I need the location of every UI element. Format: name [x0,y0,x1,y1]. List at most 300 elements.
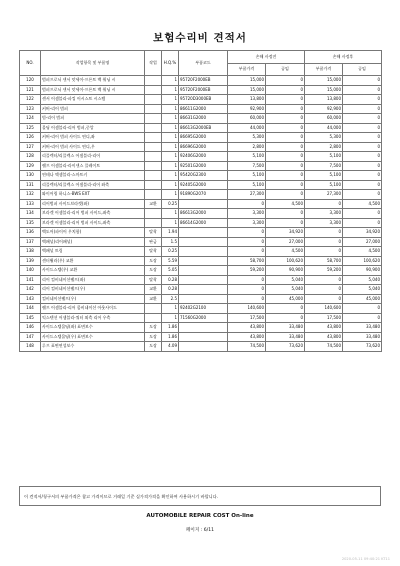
row-work: 판금 [145,237,162,247]
row-before-labor: 0 [266,209,305,219]
row-item: 센터휠러(우) 교환 [41,256,145,266]
row-work [145,85,162,95]
row-hq: 1.5 [162,237,179,247]
print-timestamp: 2020-05-11 09:40:21 KT11 [341,557,390,561]
row-partcode [179,294,228,304]
row-after-labor: 0 [343,114,382,124]
row-hq: 1 [162,190,179,200]
row-after-labor: 0 [343,218,382,228]
row-after-partprice: 43,800 [305,332,343,342]
row-item: 범퍼프로닉 센서 앗세이-프론트 백 워닝 시 [41,85,145,95]
row-after-partprice: 59,200 [305,266,343,276]
row-before-labor: 73,620 [266,342,305,352]
row-after-partprice: 0 [305,294,343,304]
row-no: 135 [20,218,41,228]
table-row [20,323,382,333]
row-after-labor: 33,480 [343,332,382,342]
header-before-partprice: 부품가격 [228,63,266,76]
row-before-partprice: 5,100 [228,180,266,190]
row-no: 147 [20,332,41,342]
row-hq: 1 [162,171,179,181]
row-work [145,304,162,314]
row-after-labor: 5,040 [343,285,382,295]
row-after-labor: 5,040 [343,275,382,285]
row-hq: 1 [162,209,179,219]
row-no: 142 [20,285,41,295]
header-after: 손해 사정후 [305,51,382,64]
row-before-labor: 0 [266,123,305,133]
row-item: 리플렉터/리플렉스 어셈블리-리어 [41,152,145,162]
row-after-labor: 0 [343,104,382,114]
row-before-labor: 0 [266,161,305,171]
table-row [20,304,382,314]
row-item: 와이어링 하니스-BWS EXT [41,190,145,200]
header-hq: H.Q.% [162,51,179,76]
row-after-partprice: 140,600 [305,304,343,314]
row-item: 리어 컴비네이션램프(우) [41,285,145,295]
row-after-labor: 0 [343,123,382,133]
table-row [20,95,382,105]
row-hq: 1.86 [162,323,179,333]
row-partcode [179,285,228,295]
row-after-partprice: 15,000 [305,85,343,95]
row-item: 사이드스텝몰딩(좌) 표면보수 [41,323,145,333]
row-work: 도장 [145,323,162,333]
row-before-partprice: 43,800 [228,323,266,333]
row-item: 리플렉터/리플렉스 어셈블리-리어 좌측 [41,180,145,190]
table-row [20,85,382,95]
row-work [145,95,162,105]
row-work [145,152,162,162]
table-row [20,114,382,124]
row-before-partprice: 92,900 [228,104,266,114]
notice-text: 이 견적서/청구서의 부품가격은 참고 가격이므로 거래일 기준 실가격가격을 확인하여 사용하시기 바랍니다. [19,486,381,506]
row-item: 루프 표면연성보수 [41,342,145,352]
table-row [20,133,382,143]
row-partcode: 95420G2300 [179,171,228,181]
table-body [20,76,382,352]
table-row [20,161,382,171]
row-work: 도장 [145,342,162,352]
row-work [145,114,162,124]
row-after-labor: 34,920 [343,228,382,238]
table-row [20,332,382,342]
row-no: 130 [20,171,41,181]
row-partcode [179,266,228,276]
table-row [20,237,382,247]
row-hq: 1 [162,152,179,162]
row-item: 백도어(파이어 우치함) [41,228,145,238]
row-after-labor: 45,000 [343,294,382,304]
row-hq: 0.25 [162,247,179,257]
table-row [20,152,382,162]
row-before-labor: 0 [266,152,305,162]
row-work: 도장 [145,332,162,342]
row-after-partprice: 5,100 [305,180,343,190]
row-item: 램프 어셈블리-리어 콤비네이션 아웃사이드 [41,304,145,314]
row-hq: 0.28 [162,275,179,285]
row-no: 145 [20,313,41,323]
row-hq: 1 [162,114,179,124]
row-after-labor: 0 [343,190,382,200]
row-hq: 1 [162,142,179,152]
row-before-labor: 0 [266,180,305,190]
row-partcode [179,323,228,333]
row-item: 몰딩 어셈블리-리어 범퍼,중앙 [41,123,145,133]
row-work [145,171,162,181]
table-row [20,294,382,304]
row-no: 132 [20,190,41,200]
header-no: NO. [20,51,41,76]
row-item: 빔-리어 범퍼 [41,114,145,124]
row-item: 커버-리어 범퍼 [41,104,145,114]
row-hq: 1 [162,123,179,133]
row-after-partprice: 43,800 [305,323,343,333]
row-no: 124 [20,114,41,124]
row-item: 리어 컴비네이션램프(좌) [41,275,145,285]
row-after-labor: 0 [343,133,382,143]
row-no: 133 [20,199,41,209]
row-partcode: 92405G2000 [179,180,228,190]
row-before-partprice: 0 [228,228,266,238]
row-work: 교환 [145,285,162,295]
row-after-partprice: 2,800 [305,142,343,152]
row-partcode: 86614G2000 [179,218,228,228]
table-row [20,342,382,352]
row-before-partprice: 3,300 [228,218,266,228]
row-partcode: 86613G2000EB [179,123,228,133]
row-after-partprice: 60,000 [305,114,343,124]
row-before-labor: 100,620 [266,256,305,266]
row-work: 도장 [145,266,162,276]
table-row [20,275,382,285]
row-partcode: 71560G2000 [179,313,228,323]
row-hq: 5.59 [162,256,179,266]
row-after-partprice: 5,100 [305,152,343,162]
row-partcode [179,332,228,342]
row-after-labor: 100,620 [343,256,382,266]
row-before-labor: 0 [266,95,305,105]
row-after-partprice: 92,900 [305,104,343,114]
table-row [20,76,382,86]
row-no: 120 [20,76,41,86]
header-partcode: 부품코드 [179,51,228,76]
row-partcode: 86613G2000 [179,209,228,219]
row-before-partprice: 0 [228,294,266,304]
row-after-partprice: 3,300 [305,218,343,228]
row-after-partprice: 13,800 [305,95,343,105]
row-item: 백패널 트림 [41,247,145,257]
row-hq: 1 [162,95,179,105]
row-work [145,180,162,190]
header-after-labor: 공임 [343,63,382,76]
row-before-labor: 0 [266,142,305,152]
row-hq: 2.5 [162,294,179,304]
row-partcode: 95720F2000EB [179,76,228,86]
table-row [20,171,382,181]
row-before-labor: 5,040 [266,285,305,295]
row-before-partprice: 59,200 [228,266,266,276]
row-hq: 1 [162,304,179,314]
row-after-labor: 0 [343,304,382,314]
row-item: 연테나 액셈블리-스마트키 [41,171,145,181]
table-row [20,199,382,209]
row-after-partprice: 0 [305,285,343,295]
row-item: 커버-리어 범퍼 사이드 연디,우 [41,142,145,152]
header-before: 손해 사정전 [228,51,305,64]
row-no: 128 [20,152,41,162]
row-before-partprice: 0 [228,275,266,285]
row-before-labor: 0 [266,304,305,314]
row-partcode [179,228,228,238]
row-before-labor: 0 [266,190,305,200]
row-after-labor: 90,900 [343,266,382,276]
row-before-partprice: 43,800 [228,332,266,342]
row-work [145,218,162,228]
row-hq: 1 [162,133,179,143]
row-after-labor: 0 [343,85,382,95]
row-after-labor: 0 [343,209,382,219]
row-after-labor: 27,000 [343,237,382,247]
row-no: 140 [20,266,41,276]
row-after-partprice: 58,700 [305,256,343,266]
row-before-partprice: 0 [228,199,266,209]
row-work [145,76,162,86]
row-after-labor: 73,620 [343,342,382,352]
row-no: 123 [20,104,41,114]
row-after-labor: 0 [343,152,382,162]
table-row [20,123,382,133]
row-before-partprice: 17,500 [228,313,266,323]
row-partcode: 95720D3000EB [179,95,228,105]
row-partcode [179,199,228,209]
row-before-partprice: 0 [228,247,266,257]
row-after-partprice: 44,000 [305,123,343,133]
row-partcode: 86696G2000 [179,142,228,152]
row-before-partprice: 5,100 [228,171,266,181]
row-no: 129 [20,161,41,171]
row-hq: 1 [162,161,179,171]
row-after-labor: 0 [343,171,382,181]
row-item: 램프 어셈블리-라이센스 플레이트 [41,161,145,171]
row-partcode [179,247,228,257]
row-no: 127 [20,142,41,152]
row-no: 125 [20,123,41,133]
row-work [145,313,162,323]
row-before-labor: 0 [266,218,305,228]
row-partcode: 91890G2070 [179,190,228,200]
row-hq: 1 [162,76,179,86]
row-partcode: 86611G2000 [179,104,228,114]
row-no: 141 [20,275,41,285]
row-before-partprice: 44,000 [228,123,266,133]
row-item: 센서 어셈블리-파킹 어시스트 시스템 [41,95,145,105]
row-hq: 1 [162,104,179,114]
table-row [20,266,382,276]
row-partcode: 92406G2000 [179,152,228,162]
row-before-labor: 45,000 [266,294,305,304]
row-after-labor: 4,500 [343,199,382,209]
row-before-labor: 4,500 [266,247,305,257]
row-before-labor: 5,040 [266,275,305,285]
row-item: 컴비네이션램프(우) [41,294,145,304]
row-item: 사이드스텝(우) 교환 [41,266,145,276]
row-before-partprice: 58,700 [228,256,266,266]
row-hq: 1 [162,180,179,190]
row-no: 126 [20,133,41,143]
row-after-partprice: 5,300 [305,133,343,143]
row-before-partprice: 15,000 [228,76,266,86]
row-before-labor: 27,000 [266,237,305,247]
row-before-partprice: 2,800 [228,142,266,152]
table-row [20,285,382,295]
row-before-partprice: 74,500 [228,342,266,352]
row-no: 143 [20,294,41,304]
row-after-labor: 0 [343,76,382,86]
header-item: 작업항목 및 부품명 [41,51,145,76]
row-partcode: 86631G2000 [179,114,228,124]
row-before-partprice: 0 [228,237,266,247]
row-work [145,142,162,152]
row-item: 사이드스텝몰딩(우) 표면보수 [41,332,145,342]
row-after-labor: 0 [343,180,382,190]
row-after-partprice: 0 [305,228,343,238]
row-no: 146 [20,323,41,333]
row-after-labor: 4,500 [343,247,382,257]
table-row [20,218,382,228]
row-before-labor: 0 [266,85,305,95]
row-work [145,190,162,200]
row-before-labor: 34,920 [266,228,305,238]
row-before-labor: 33,480 [266,332,305,342]
row-before-partprice: 7,500 [228,161,266,171]
row-after-partprice: 5,100 [305,171,343,181]
row-no: 134 [20,209,41,219]
row-item: 브라켓 어셈블리-리어 범퍼 사이드,좌측 [41,218,145,228]
row-before-partprice: 140,600 [228,304,266,314]
row-item: 백패널(리어패널) [41,237,145,247]
row-partcode [179,342,228,352]
table-row [20,209,382,219]
row-item: 범퍼프로닉 센서 앗세이-프론트 백 워닝 시 [41,76,145,86]
row-hq: 1 [162,218,179,228]
row-before-partprice: 0 [228,285,266,295]
row-before-partprice: 27,300 [228,190,266,200]
row-before-partprice: 5,300 [228,133,266,143]
row-after-partprice: 0 [305,275,343,285]
row-partcode: 86695G2000 [179,133,228,143]
page-number: 페이지 : 6/11 [185,528,215,533]
row-hq: 1 [162,313,179,323]
row-before-labor: 0 [266,313,305,323]
row-before-labor: 0 [266,133,305,143]
row-after-partprice: 7,500 [305,161,343,171]
row-after-partprice: 0 [305,199,343,209]
row-work: 교환 [145,294,162,304]
row-no: 139 [20,256,41,266]
row-no: 137 [20,237,41,247]
row-before-labor: 0 [266,76,305,86]
row-work: 교환 [145,199,162,209]
row-after-partprice: 0 [305,247,343,257]
row-partcode [179,275,228,285]
row-before-labor: 4,500 [266,199,305,209]
table-row [20,228,382,238]
row-hq: 5.05 [162,266,179,276]
row-work [145,104,162,114]
row-before-labor: 0 [266,171,305,181]
row-before-partprice: 15,000 [228,85,266,95]
row-work: 도장 [145,256,162,266]
row-after-partprice: 74,500 [305,342,343,352]
row-after-partprice: 27,300 [305,190,343,200]
row-partcode: 92402G2100 [179,304,228,314]
row-no: 148 [20,342,41,352]
row-no: 138 [20,247,41,257]
row-partcode: 95720F2000EB [179,85,228,95]
row-partcode: 92501G2000 [179,161,228,171]
estimate-table [19,50,382,352]
row-work: 탈착 [145,228,162,238]
row-after-labor: 0 [343,313,382,323]
row-after-partprice: 15,000 [305,76,343,86]
row-work: 탈착 [145,275,162,285]
row-before-labor: 0 [266,104,305,114]
table-row [20,190,382,200]
row-partcode [179,256,228,266]
row-hq: 1.86 [162,332,179,342]
row-work: 탈착 [145,247,162,257]
row-item: 브라켓 어셈블리-리어 범퍼 사이드,좌측 [41,209,145,219]
table-row [20,256,382,266]
table-row [20,247,382,257]
header-after-partprice: 부품가격 [305,63,343,76]
row-work [145,209,162,219]
row-hq: 1 [162,85,179,95]
row-no: 144 [20,304,41,314]
row-after-labor: 0 [343,161,382,171]
row-before-labor: 33,480 [266,323,305,333]
table-row [20,180,382,190]
row-before-labor: 0 [266,114,305,124]
row-work [145,133,162,143]
table-row [20,142,382,152]
table-row [20,313,382,323]
row-after-partprice: 3,300 [305,209,343,219]
row-after-labor: 33,480 [343,323,382,333]
row-hq: 0.25 [162,199,179,209]
row-hq: 4.09 [162,342,179,352]
header-work: 작업 [145,51,162,76]
footer-company: AUTOMOBILE REPAIR COST On-line [146,513,254,519]
row-item: 리어범퍼 사이드브라켓(좌) [41,199,145,209]
row-after-labor: 0 [343,95,382,105]
row-work [145,161,162,171]
row-partcode [179,237,228,247]
row-before-labor: 90,900 [266,266,305,276]
row-work [145,123,162,133]
row-hq: 0.28 [162,285,179,295]
table-row [20,104,382,114]
row-item: 커버-리어 범퍼 사이드 연디,좌 [41,133,145,143]
row-after-labor: 0 [343,142,382,152]
row-no: 131 [20,180,41,190]
row-no: 121 [20,85,41,95]
row-no: 122 [20,95,41,105]
row-after-partprice: 0 [305,237,343,247]
row-before-partprice: 13,800 [228,95,266,105]
row-before-partprice: 5,100 [228,152,266,162]
